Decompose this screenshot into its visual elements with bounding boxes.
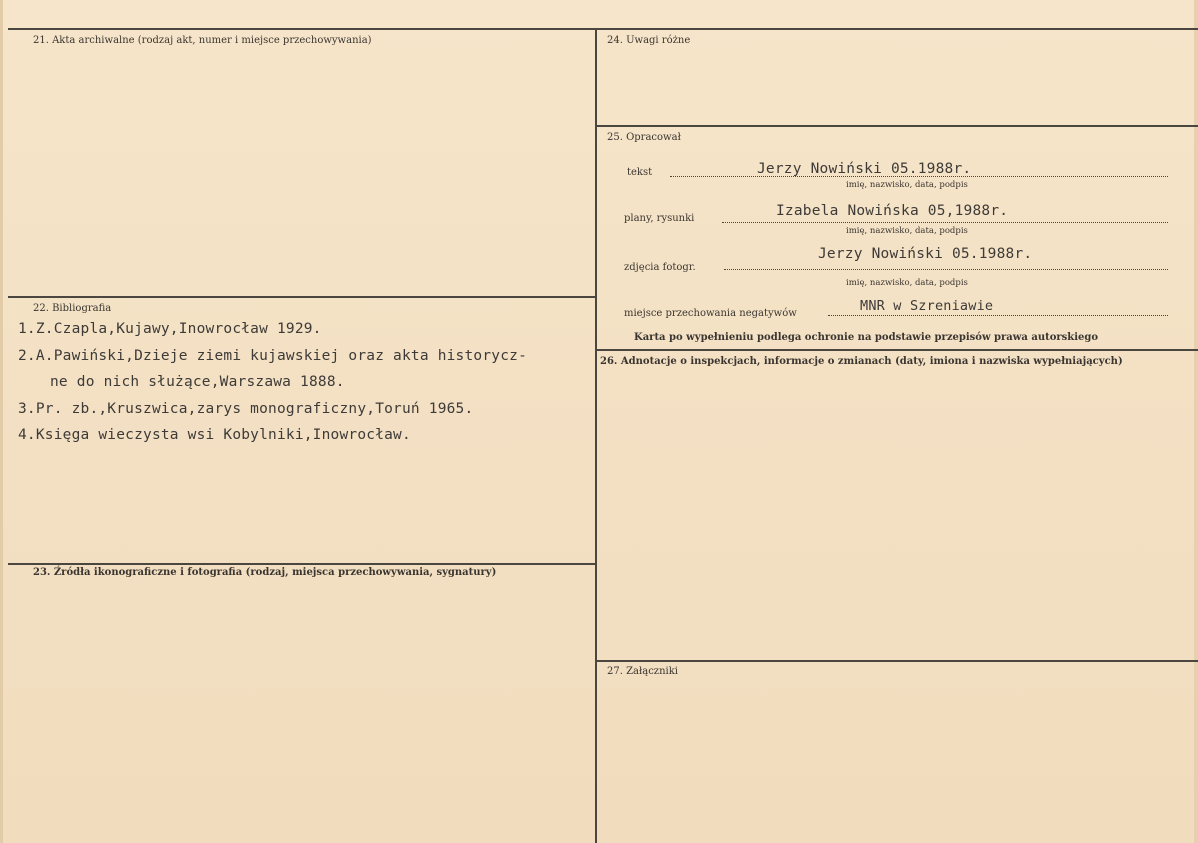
miejsce-label: miejsce przechowania negatywów — [624, 308, 797, 319]
bibliography-line-5: 4.Księga wieczysta wsi Kobylniki,Inowrocław. — [18, 427, 411, 443]
tekst-value: Jerzy Nowiński 05.1988r. — [757, 161, 972, 177]
miejsce-value: MNR w Szreniawie — [860, 298, 994, 314]
divider-22-23 — [8, 563, 596, 565]
zdjecia-value: Jerzy Nowiński 05.1988r. — [818, 246, 1033, 262]
section-26-label: 26. Adnotacje o inspekcjach, informacje o zmianach (daty, imiona i nazwiska wypełniających) — [600, 356, 1123, 367]
section-23-label: 23. Źródła ikonograficzne i fotografia (rodzaj, miejsca przechowywania, sygnatury) — [33, 567, 497, 578]
divider-24-25 — [596, 125, 1198, 127]
bibliography-line-2: 2.A.Pawiński,Dzieje ziemi kujawskiej oraz akta historycz- — [18, 348, 527, 364]
divider-25-26 — [596, 349, 1198, 351]
section-27-label: 27. Załączniki — [607, 666, 678, 677]
section-25-label: 25. Opracował — [607, 132, 681, 143]
zdjecia-label: zdjęcia fotogr. — [624, 262, 696, 273]
bibliography-line-1: 1.Z.Czapla,Kujawy,Inowrocław 1929. — [18, 321, 322, 337]
copyright-note: Karta po wypełnieniu podlega ochronie na podstawie przepisów prawa autorskiego — [634, 332, 1099, 343]
plany-caption: imię, nazwisko, data, podpis — [846, 226, 968, 236]
tekst-label: tekst — [627, 167, 653, 178]
tekst-caption: imię, nazwisko, data, podpis — [846, 180, 968, 190]
paper-edge-left — [0, 0, 3, 843]
plany-label: plany, rysunki — [624, 213, 695, 224]
section-22-label: 22. Bibliografia — [33, 303, 112, 314]
section-24-label: 24. Uwagi różne — [607, 35, 691, 46]
bibliography-line-4: 3.Pr. zb.,Kruszwica,zarys monograficzny,Toruń 1965. — [18, 401, 474, 417]
zdjecia-caption: imię, nazwisko, data, podpis — [846, 278, 968, 288]
section-21-label: 21. Akta archiwalne (rodzaj akt, numer i miejsce przechowywania) — [33, 35, 372, 46]
divider-26-27 — [596, 660, 1198, 662]
divider-21-22 — [8, 296, 596, 298]
center-divider — [595, 28, 597, 843]
plany-value: Izabela Nowińska 05,1988r. — [776, 203, 1009, 219]
zdjecia-line — [724, 269, 1168, 270]
top-border — [8, 28, 1198, 30]
plany-line — [722, 222, 1168, 223]
bibliography-line-3: ne do nich służące,Warszawa 1888. — [50, 374, 345, 390]
miejsce-line — [828, 315, 1168, 316]
